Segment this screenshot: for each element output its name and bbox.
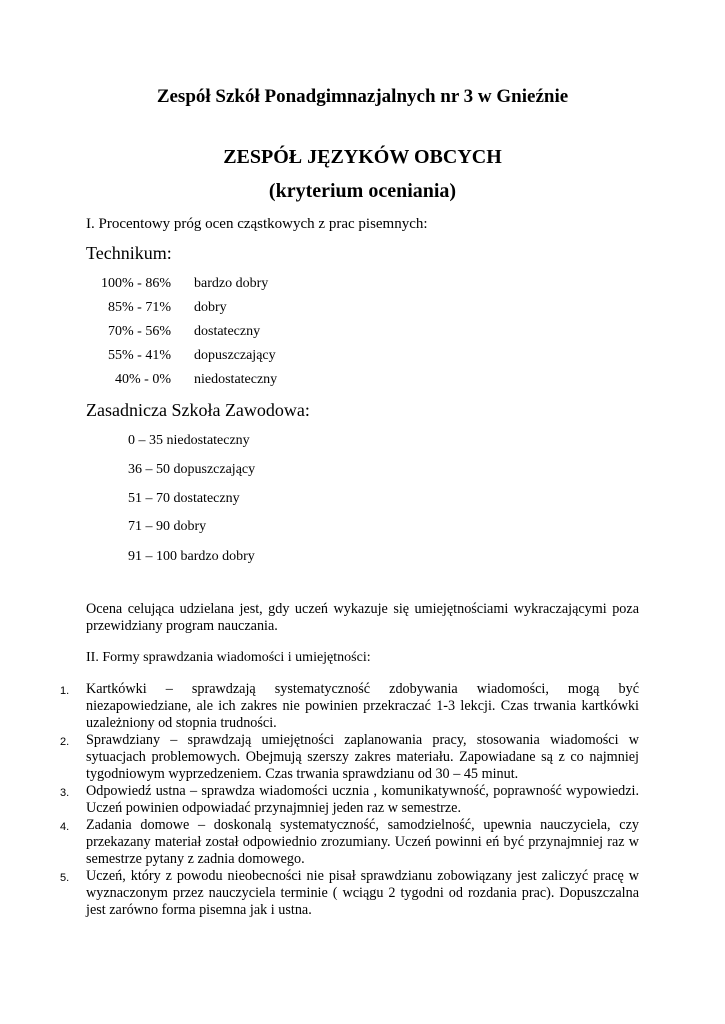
zsz-grade: 91 – 100 bardzo dobry [128, 549, 255, 564]
criteria-subtitle: (kryterium oceniania) [268, 180, 457, 202]
list-item: Zadania domowe – doskonalą systematyczność, samodzielność, upewnia nauczyciela, czy przekazany materiał został odpowiednio zrozumiany. Uczeń powinni eń być przynajmniej raz w semestrze pytany z zadnia domowego. [86, 817, 639, 867]
section2-heading: II. Formy sprawdzania wiadomości i umiejętności: [86, 650, 371, 665]
list-item: Uczeń, który z powodu nieobecności nie pisał sprawdzianu zobowiązany jest zaliczyć pracę w wyznaczonym przez nauczyciela terminie ( wciągu 2 tygodni od rozdania prac). Dopuszczalna jest zarówno forma pisemna jak i ustna. [86, 868, 639, 918]
list-item: Kartkówki – sprawdzają systematyczność zdobywania wiadomości, mogą być niezapowiedziane, ale ich zakres nie powinien przekraczać 1-3 lekcji. Czas trwania kartkówki uzależniony od stopnia trudności. [86, 681, 639, 731]
grade-name: niedostateczny [194, 372, 278, 387]
grade-range: 100% - 86% [101, 276, 171, 291]
grade-name: bardzo dobry [194, 276, 269, 291]
grade-range: 40% - 0% [115, 372, 171, 387]
list-item: Sprawdziany – sprawdzają umiejętności zaplanowania pracy, stosowania wiadomości w sytuacjach problemowych. Obejmują szerszy zakres materiału. Zapowiadane są z co najmniej tygodniowym wyprzedzeniem. Czas trwania sprawdzianu od 30 – 45 minut. [86, 732, 639, 782]
grade-name: dostateczny [194, 324, 261, 339]
list-number: 2. [60, 736, 70, 748]
school-title: Zespół Szkół Ponadgimnazjalnych nr 3 w Gnieźnie [156, 86, 569, 107]
grade-name: dopuszczający [194, 348, 276, 363]
grade-range: 55% - 41% [108, 348, 171, 363]
grade-range: 70% - 56% [108, 324, 171, 339]
team-title: ZESPÓŁ JĘZYKÓW OBCYCH [223, 146, 502, 168]
zsz-grade: 71 – 90 dobry [128, 519, 207, 534]
grade-name: dobry [194, 300, 227, 315]
zsz-grade: 51 – 70 dostateczny [128, 491, 240, 506]
technikum-title: Technikum: [86, 243, 172, 263]
zsz-title: Zasadnicza Szkoła Zawodowa: [86, 400, 310, 420]
section1-heading: I. Procentowy próg ocen cząstkowych z prac pisemnych: [86, 216, 428, 232]
list-number: 1. [60, 685, 70, 697]
list-item: Odpowiedź ustna – sprawdza wiadomości ucznia , komunikatywność, poprawność wypowiedzi. Uczeń powinien odpowiadać przynajmniej jeden raz w semestrze. [86, 783, 639, 816]
list-number: 4. [60, 821, 70, 833]
zsz-grade: 36 – 50 dopuszczający [128, 462, 256, 477]
list-number: 3. [60, 787, 70, 799]
zsz-grade: 0 – 35 niedostateczny [128, 433, 250, 448]
celujaca-paragraph: Ocena celująca udzielana jest, gdy uczeń wykazuje się umiejętnościami wykraczającymi poza przewidziany program nauczania. [86, 601, 639, 634]
list-number: 5. [60, 872, 70, 884]
grade-range: 85% - 71% [108, 300, 171, 315]
